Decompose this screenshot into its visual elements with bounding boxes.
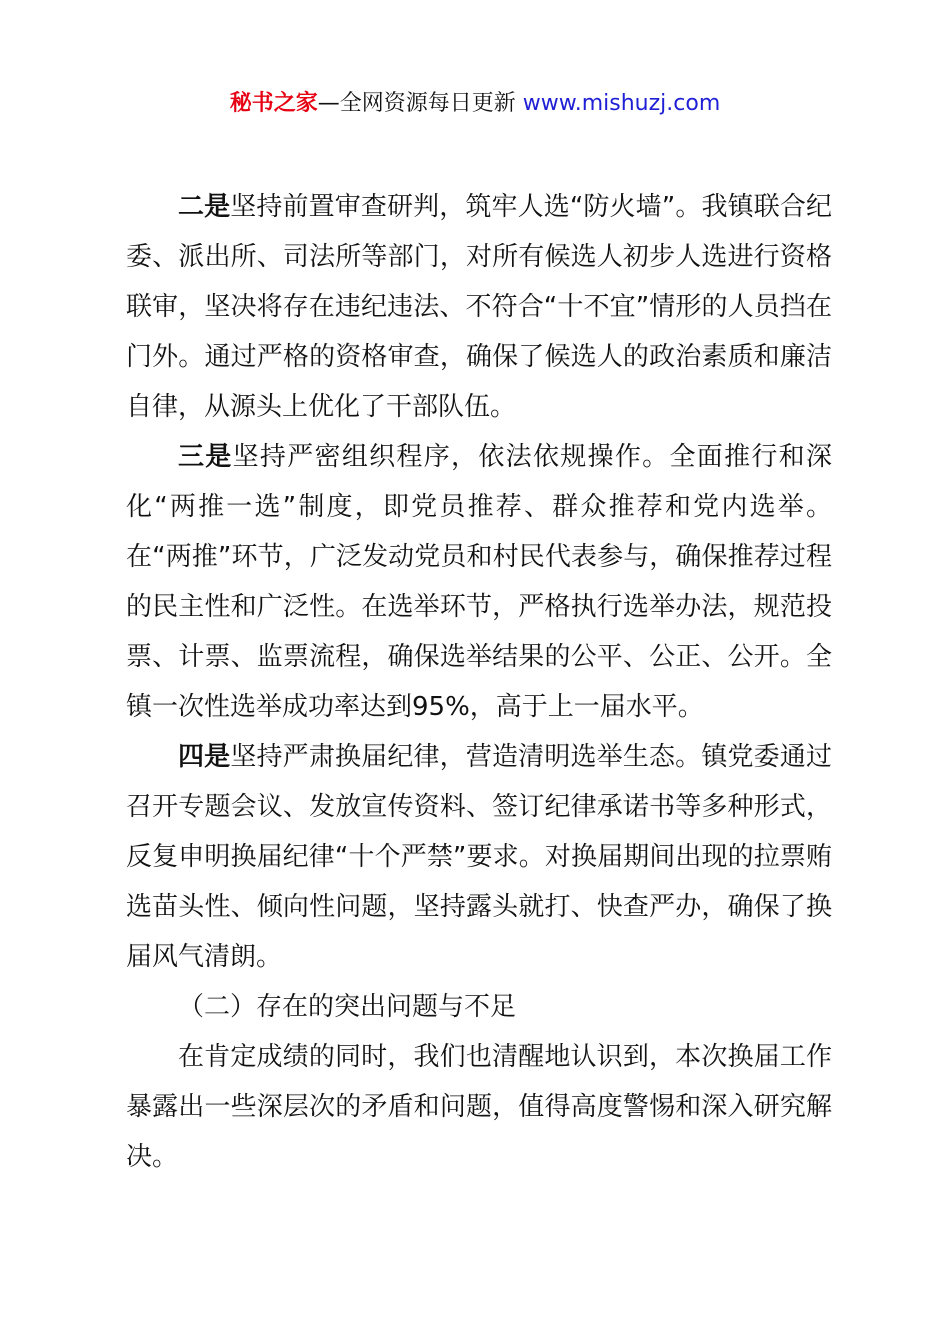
paragraph-four	[126, 732, 832, 982]
paragraph-text: 坚持严肃换届纪律，营造清明选举生态。镇党委通过召开专题会议、发放宣传资料、签订纪律承诺书等多种形式，反复申明换届纪律“十个严禁”要求。对换届期间出现的拉票贿选苗头性、倾向性问题，坚持露头就打、快查严办，确保了换届风气清朗。	[126, 742, 832, 972]
paragraph-text: 坚持前置审查研判，筑牢人选“防火墙”。我镇联合纪委、派出所、司法所等部门，对所有候选人初步人选进行资格联审，坚决将存在违纪违法、不符合“十不宜”情形的人员挡在门外。通过严格的资格审查，确保了候选人的政治素质和廉洁自律，从源头上优化了干部队伍。	[126, 192, 832, 422]
paragraph-text: 坚持严密组织程序，依法依规操作。全面推行和深化“两推一选”制度，即党员推荐、群众推荐和党内选举。在“两推”环节，广泛发动党员和村民代表参与，确保推荐过程的民主性和广泛性。在选举环节，严格执行选举办法，规范投票、计票、监票流程，确保选举结果的公平、公正、公开。全镇一次性选举成功率达到95%，高于上一届水平。	[126, 442, 832, 722]
paragraph-three	[126, 432, 832, 732]
paragraph-intro	[126, 1032, 832, 1182]
site-url[interactable]: www.mishuzj.com	[522, 91, 721, 116]
site-tagline: —全网资源每日更新	[317, 91, 523, 116]
section-heading	[126, 982, 832, 1032]
site-brand: 秘书之家	[229, 91, 318, 116]
section-heading-text: （二）存在的突出问题与不足	[178, 992, 517, 1022]
paragraph-lead: 二是	[178, 192, 231, 222]
document-body	[126, 182, 832, 1182]
paragraph-text: 在肯定成绩的同时，我们也清醒地认识到，本次换届工作暴露出一些深层次的矛盾和问题，值得高度警惕和深入研究解决。	[126, 1042, 832, 1172]
paragraph-two	[126, 182, 832, 432]
document-header	[0, 86, 950, 122]
paragraph-lead: 三是	[178, 442, 233, 472]
paragraph-lead: 四是	[178, 742, 231, 772]
